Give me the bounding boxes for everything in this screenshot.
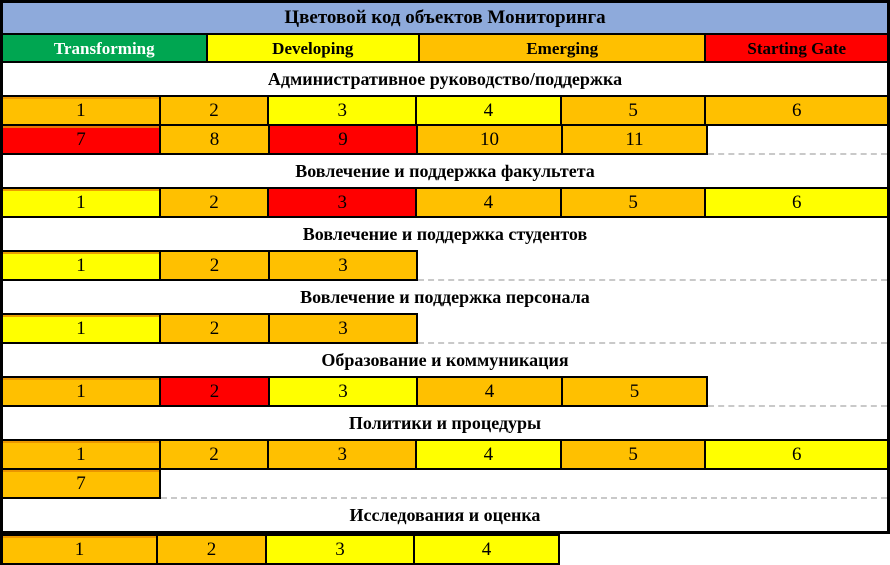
empty-area	[708, 376, 887, 407]
status-cell--11[interactable]: 11	[561, 124, 708, 155]
legend-cell-developing[interactable]: Developing	[206, 33, 421, 63]
section-header-: Образование и коммуникация	[3, 344, 887, 376]
status-cell--9[interactable]: 9	[268, 124, 418, 155]
status-cell--2[interactable]: 2	[159, 187, 270, 218]
section-header-: Вовлечение и поддержка студентов	[3, 218, 887, 250]
status-cell--1[interactable]: 1	[3, 95, 161, 126]
status-cell--6[interactable]: 6	[704, 187, 887, 218]
status-cell--1[interactable]: 1	[0, 534, 158, 565]
sections-container	[3, 63, 887, 531]
section-header-: Политики и процедуры	[3, 407, 887, 439]
section-row	[3, 376, 887, 407]
section-row	[3, 468, 887, 499]
status-cell--6[interactable]: 6	[704, 439, 887, 470]
status-cell--1[interactable]: 1	[3, 376, 161, 407]
status-cell--2[interactable]: 2	[159, 439, 270, 470]
status-cell--5[interactable]: 5	[560, 95, 707, 126]
section-row	[0, 534, 890, 565]
section-row	[3, 250, 887, 281]
legend-row	[3, 33, 887, 63]
status-cell--4[interactable]: 4	[415, 187, 562, 218]
status-cell--2[interactable]: 2	[159, 313, 270, 344]
status-cell--3[interactable]: 3	[268, 313, 418, 344]
status-cell--2[interactable]: 2	[159, 250, 270, 281]
status-cell--8[interactable]: 8	[159, 124, 270, 155]
status-cell--3[interactable]: 3	[267, 187, 417, 218]
status-cell--4[interactable]: 4	[416, 376, 563, 407]
section-row	[3, 313, 887, 344]
status-cell--3[interactable]: 3	[268, 376, 418, 407]
status-cell--1[interactable]: 1	[3, 250, 161, 281]
status-cell--3[interactable]: 3	[267, 439, 417, 470]
legend-cell-emerging[interactable]: Emerging	[418, 33, 706, 63]
status-cell--1[interactable]: 1	[3, 187, 161, 218]
status-cell--2[interactable]: 2	[159, 376, 270, 407]
status-cell--3[interactable]: 3	[267, 95, 417, 126]
section-row	[3, 124, 887, 155]
status-cell--3[interactable]: 3	[265, 534, 415, 565]
status-cell--2[interactable]: 2	[156, 534, 267, 565]
status-cell--2[interactable]: 2	[159, 95, 270, 126]
empty-area	[708, 124, 887, 155]
status-cell--7[interactable]: 7	[3, 124, 161, 155]
section-header-: Вовлечение и поддержка факультета	[3, 155, 887, 187]
section-row	[3, 439, 887, 470]
status-cell--6[interactable]: 6	[704, 95, 887, 126]
legend-cell-starting-gate[interactable]: Starting Gate	[704, 33, 887, 63]
status-cell--3[interactable]: 3	[268, 250, 418, 281]
section-header-: Вовлечение и поддержка персонала	[3, 281, 887, 313]
legend-cell-transforming[interactable]: Transforming	[3, 33, 208, 63]
status-cell--4[interactable]: 4	[415, 95, 562, 126]
status-cell--5[interactable]: 5	[560, 439, 707, 470]
status-cell--7[interactable]: 7	[3, 468, 161, 499]
section-header-: Исследования и оценка	[3, 499, 887, 531]
status-cell--4[interactable]: 4	[415, 439, 562, 470]
status-cell--4[interactable]: 4	[413, 534, 560, 565]
status-cell--1[interactable]: 1	[3, 313, 161, 344]
status-cell--5[interactable]: 5	[561, 376, 708, 407]
section-row	[3, 187, 887, 218]
title-bar	[3, 3, 887, 33]
empty-area	[161, 468, 887, 499]
section-header-: Административное руководство/поддержка	[3, 63, 887, 95]
status-cell--10[interactable]: 10	[416, 124, 563, 155]
section-row	[3, 95, 887, 126]
table-bottom-row	[0, 534, 890, 565]
status-cell--1[interactable]: 1	[3, 439, 161, 470]
empty-area	[418, 250, 887, 281]
page-title: Цветовой код объектов Мониторинга	[284, 7, 606, 28]
status-cell--5[interactable]: 5	[560, 187, 707, 218]
empty-area	[418, 313, 887, 344]
empty-area	[560, 534, 890, 565]
